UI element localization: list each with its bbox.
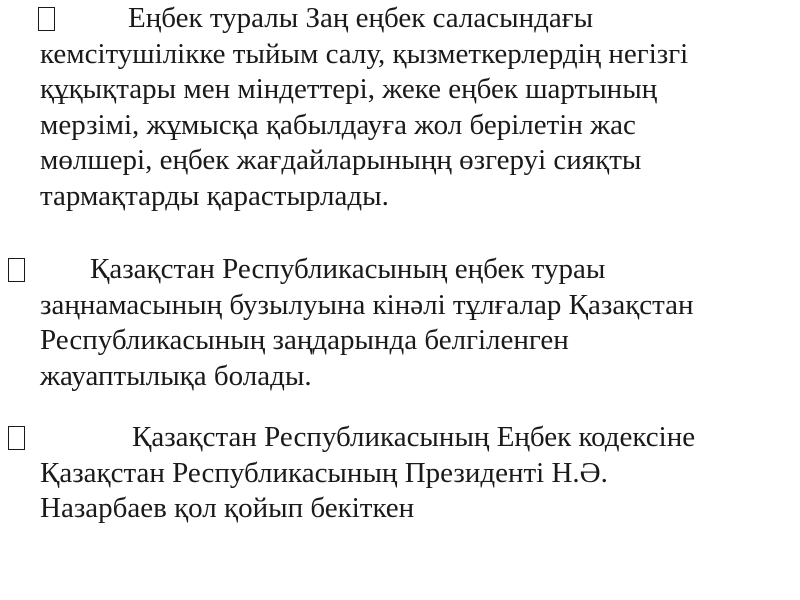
square-bullet-icon (8, 426, 25, 450)
paragraph-line: Қазақстан Республикасының Президенті Н.Ә. (40, 456, 608, 489)
line-text: Қазақстан Республикасының еңбек тураы (90, 253, 606, 285)
paragraph-labor-code (0, 420, 790, 527)
paragraph-line: кемсітушілікке тыйым салу, қызметкерлердің негізгі (40, 37, 689, 70)
paragraph-line: заңнамасының бузылуына кінәлі тұлғалар Қазақстан (40, 288, 694, 321)
paragraph-line: жауаптылықа болады. (40, 359, 312, 392)
square-bullet-icon (38, 7, 55, 31)
paragraph-line: құқықтары мен міндеттері, жеке еңбек шартының (40, 73, 658, 105)
paragraph-liability (0, 252, 790, 394)
paragraph-line: тармақтарды қарастырлады. (40, 179, 389, 212)
paragraph-line: Назарбаев қол қойып бекіткен (40, 492, 415, 524)
paragraph-line (0, 420, 790, 456)
paragraph-line: мерзімі, жұмысқа қабылдауға жол берілетін жас (40, 108, 636, 141)
paragraph-labor-law (0, 1, 790, 214)
square-bullet-icon (8, 258, 25, 282)
paragraph-line (0, 252, 790, 288)
line-text: Қазақстан Республикасының Еңбек кодексіне (132, 421, 696, 453)
paragraph-line (0, 1, 790, 37)
line-text: Еңбек туралы Заң еңбек саласындағы (128, 2, 594, 34)
paragraph-line: мөлшері, еңбек жағдайларыныңң өзгеруі сияқты (40, 144, 642, 176)
paragraph-line: Республикасының заңдарында белгіленген (40, 324, 569, 356)
